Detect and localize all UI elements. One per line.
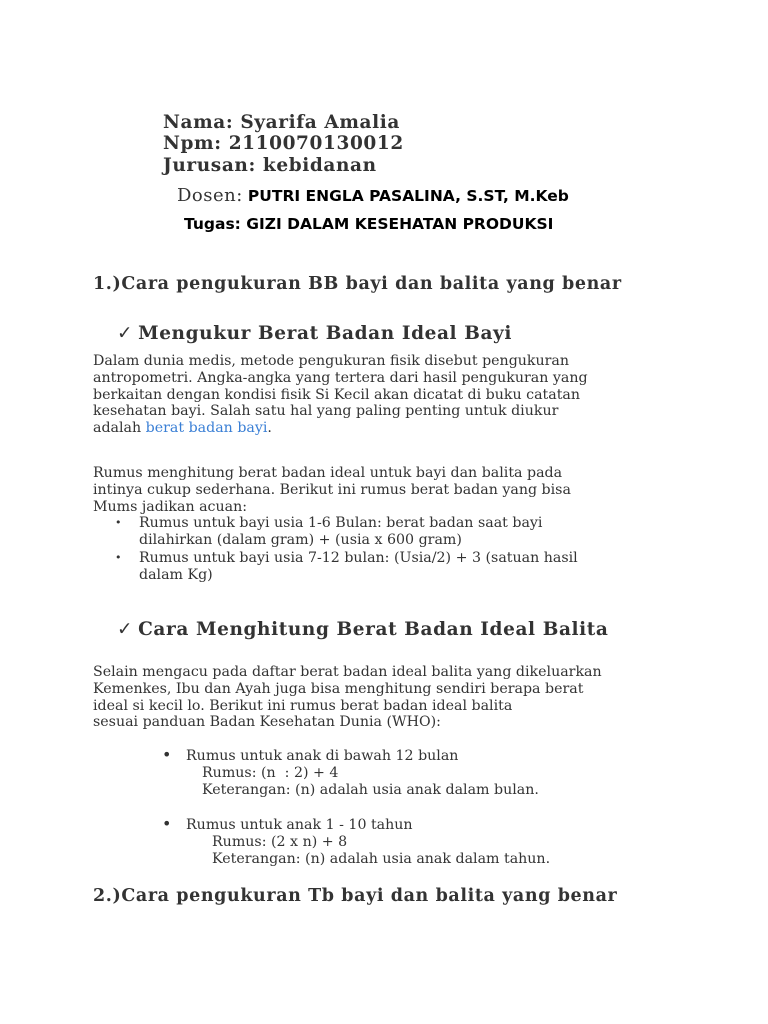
list-item-label: Rumus untuk anak 1 - 10 tahun xyxy=(186,817,413,833)
paragraph-line: berkaitan dengan kondisi fisik Si Kecil akan dicatat di buku catatan xyxy=(93,386,580,403)
subsection-bayi-heading xyxy=(117,323,512,344)
list-item-line: dalam Kg) xyxy=(139,566,213,583)
list-item-line: Rumus untuk bayi usia 1-6 Bulan: berat badan saat bayi xyxy=(139,515,543,531)
checkmark-icon: ✓ xyxy=(117,619,134,640)
paragraph-who xyxy=(93,664,693,731)
list-item xyxy=(162,745,459,765)
bullet-icon: • xyxy=(115,516,122,529)
paragraph-line: kesehatan bayi. Salah satu hal yang paling penting untuk diukur xyxy=(93,403,559,420)
subsection-bayi-title: Mengukur Berat Badan Ideal Bayi xyxy=(138,323,513,344)
text-prefix: adalah xyxy=(93,420,146,437)
list-item-label: Rumus untuk anak di bawah 12 bulan xyxy=(186,748,459,764)
list-item-line: Rumus untuk bayi usia 7-12 bulan: (Usia/2) + 3 (satuan hasil xyxy=(139,550,578,566)
subsection-balita-title: Cara Menghitung Berat Badan Ideal Balita xyxy=(138,619,609,640)
student-npm: Npm: 2110070130012 xyxy=(163,133,404,154)
checkmark-icon: ✓ xyxy=(117,323,134,344)
lecturer-line xyxy=(177,185,569,206)
paragraph-line: intinya cukup sederhana. Berikut ini rumus berat badan yang bisa xyxy=(93,481,571,498)
paragraph-line: antropometri. Angka-angka yang tertera dari hasil pengukuran yang xyxy=(93,369,588,386)
student-major: Jurusan: kebidanan xyxy=(163,155,377,176)
paragraph-line: Dalam dunia medis, metode pengukuran fisik disebut pengukuran xyxy=(93,353,570,369)
assignment-line: Tugas: GIZI DALAM KESEHATAN PRODUKSI xyxy=(184,215,554,233)
list-item-line: dilahirkan (dalam gram) + (usia x 600 gram) xyxy=(139,531,462,548)
bullet-icon: • xyxy=(115,551,122,564)
list-item xyxy=(115,550,578,584)
list-item xyxy=(115,515,543,549)
paragraph-line: Kemenkes, Ibu dan Ayah juga bisa menghitung sendiri berapa berat xyxy=(93,680,584,697)
paragraph-line: Rumus menghitung berat badan ideal untuk bayi dan balita pada xyxy=(93,465,563,481)
paragraph-line: Mums jadikan acuan: xyxy=(93,498,248,515)
section1-heading: 1.)Cara pengukuran BB bayi dan balita yang benar xyxy=(93,274,622,294)
lecturer-name: PUTRI ENGLA PASALINA, S.ST, M.Keb xyxy=(247,187,569,205)
paragraph-line: Selain mengacu pada daftar berat badan ideal balita yang dikeluarkan xyxy=(93,664,602,680)
paragraph-rumus-intro xyxy=(93,465,693,515)
paragraph-line xyxy=(93,420,693,437)
list-item xyxy=(162,814,413,834)
formula-note: Keterangan: (n) adalah usia anak dalam tahun. xyxy=(212,851,551,867)
formula-text: Rumus: (2 x n) + 8 xyxy=(212,834,348,850)
bullet-icon: • xyxy=(162,814,172,833)
paragraph-antropometri xyxy=(93,353,693,437)
formula-note: Keterangan: (n) adalah usia anak dalam bulan. xyxy=(202,782,539,798)
lecturer-label: Dosen: xyxy=(177,185,243,206)
bullet-icon: • xyxy=(162,745,172,764)
paragraph-line: sesuai panduan Badan Kesehatan Dunia (WHO): xyxy=(93,714,441,731)
paragraph-line: ideal si kecil lo. Berikut ini rumus berat badan ideal balita xyxy=(93,697,513,714)
section2-heading: 2.)Cara pengukuran Tb bayi dan balita yang benar xyxy=(93,886,618,906)
text-suffix: . xyxy=(267,420,272,437)
subsection-balita-heading xyxy=(117,619,609,640)
formula-text: Rumus: (n : 2) + 4 xyxy=(202,765,339,781)
berat-badan-bayi-link[interactable]: berat badan bayi xyxy=(145,420,268,437)
student-name: Nama: Syarifa Amalia xyxy=(163,112,400,133)
